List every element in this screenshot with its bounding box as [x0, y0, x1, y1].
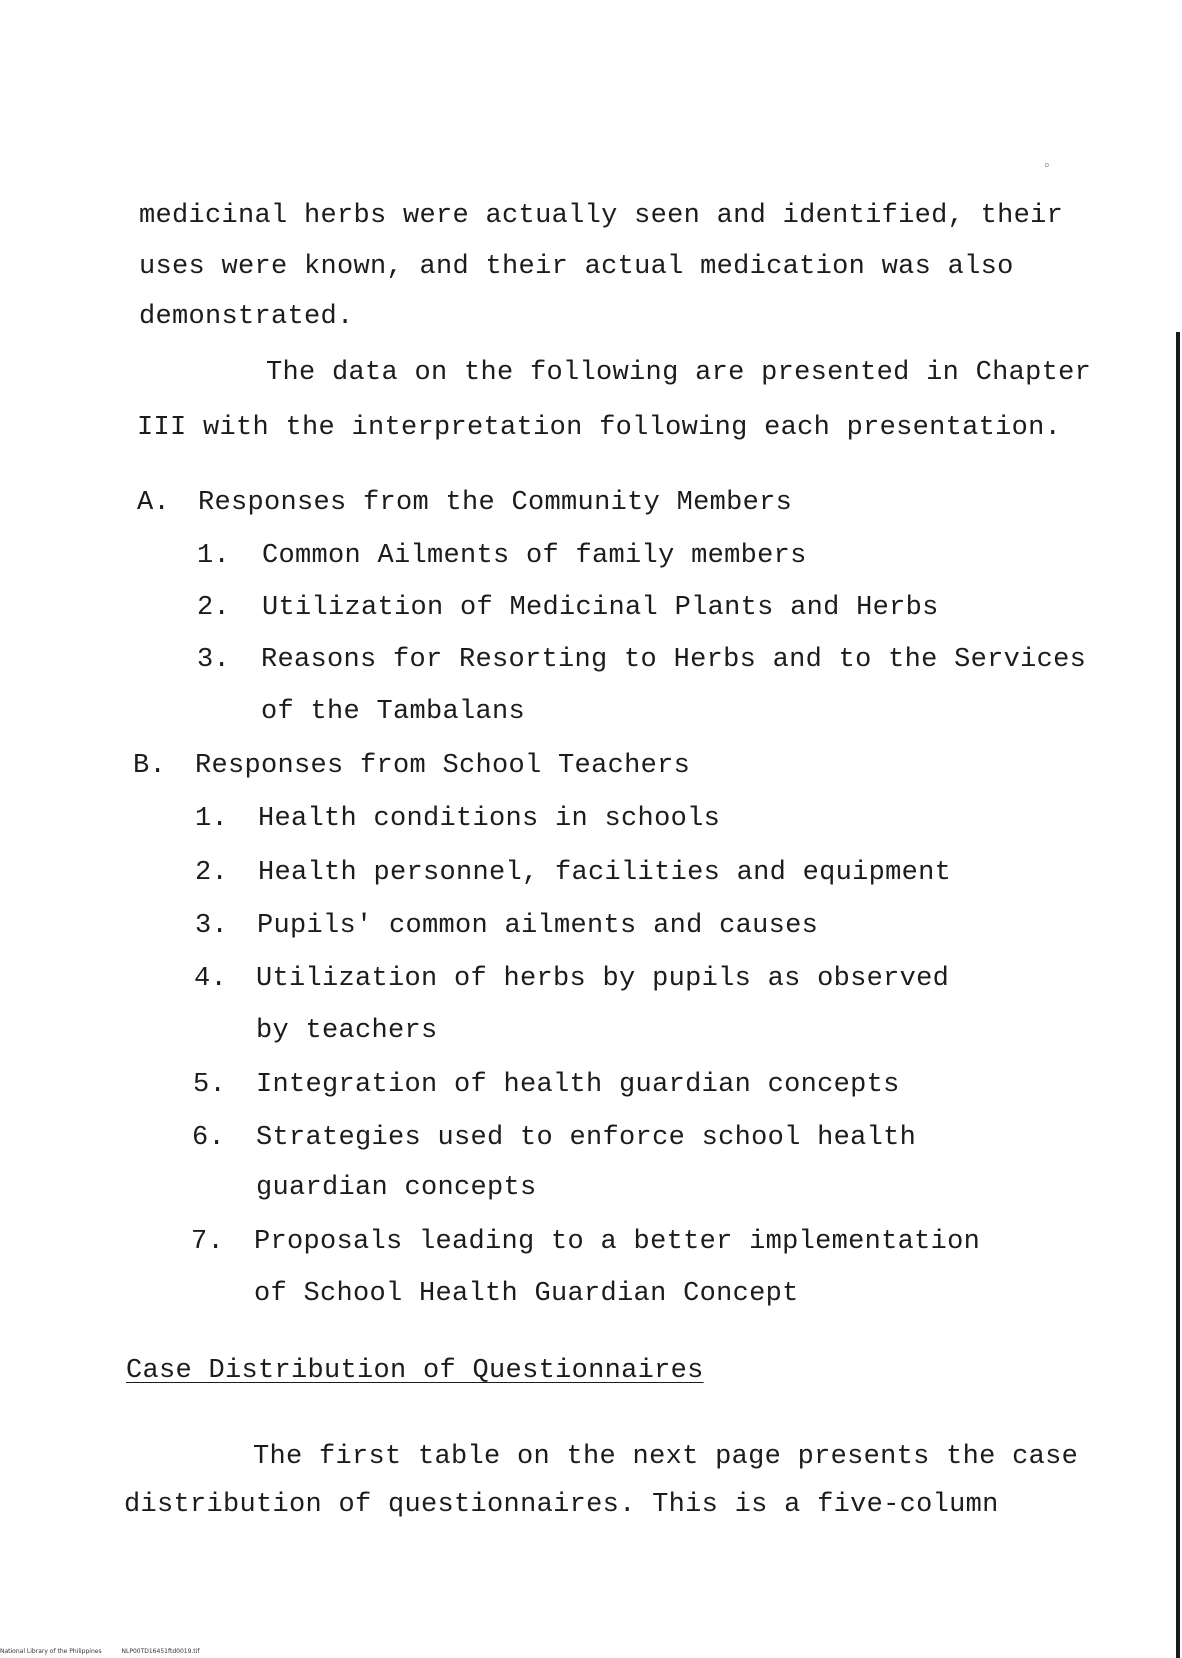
page-marker: ◦ [1042, 157, 1052, 175]
section-b-item-number: 1. [195, 804, 229, 834]
section-a-item-text-continued: of the Tambalans [261, 697, 526, 727]
section-a-item-text: Reasons for Resorting to Herbs and to the Services [261, 645, 1087, 675]
section-b-item-text: Proposals leading to a better implementation [254, 1227, 981, 1257]
section-a-item-number: 1. [197, 541, 231, 571]
intro-line-3: demonstrated. [139, 302, 354, 332]
section-b-item-text-continued: guardian concepts [256, 1173, 537, 1203]
scan-footer [0, 1648, 199, 1655]
section-a-item-number: 2. [197, 593, 231, 623]
section-b-item-text: Strategies used to enforce school health [256, 1123, 917, 1153]
section-b-item-number: 3. [195, 911, 229, 941]
intro-line-2: uses were known, and their actual medication was also [139, 252, 1014, 282]
section-b-item-number: 7. [191, 1227, 225, 1257]
closing-line-2: distribution of questionnaires. This is a five-column [124, 1490, 999, 1520]
section-b-item-number: 6. [192, 1123, 226, 1153]
section-b-marker: B. [133, 751, 167, 781]
section-b-item-text: Health personnel, facilities and equipment [258, 858, 952, 888]
section-b-item-text: Pupils' common ailments and causes [257, 911, 819, 941]
page-edge-shadow [1176, 332, 1180, 1658]
section-a-item-text: Common Ailments of family members [262, 541, 807, 571]
footer-library: National Library of the Philippines [0, 1648, 102, 1655]
section-b-item-text-continued: of School Health Guardian Concept [254, 1279, 799, 1309]
section-a-item-number: 3. [197, 645, 231, 675]
section-a-item-text: Utilization of Medicinal Plants and Herbs [262, 593, 939, 623]
intro-line-1: medicinal herbs were actually seen and identified, their [139, 201, 1064, 231]
section-b-item-text: Integration of health guardian concepts [256, 1070, 900, 1100]
section-b-item-number: 5. [193, 1070, 227, 1100]
section-a-marker: A. [137, 488, 171, 518]
section-a-title: Responses from the Community Members [198, 488, 793, 518]
section-b-item-text: Utilization of herbs by pupils as observed [256, 964, 950, 994]
section-b-item-number: 4. [194, 964, 228, 994]
para2-line-2: III with the interpretation following each presentation. [137, 413, 1062, 443]
section-heading: Case Distribution of Questionnaires [126, 1356, 704, 1386]
footer-filename: NLP00TD16451ftd0019.tif [121, 1648, 200, 1655]
closing-line-1: The first table on the next page presents the case [253, 1442, 1079, 1472]
section-b-item-text-continued: by teachers [256, 1016, 438, 1046]
section-b-item-text: Health conditions in schools [258, 804, 721, 834]
section-b-title: Responses from School Teachers [195, 751, 691, 781]
para2-line-1: The data on the following are presented in Chapter [266, 358, 1092, 388]
section-b-item-number: 2. [195, 858, 229, 888]
